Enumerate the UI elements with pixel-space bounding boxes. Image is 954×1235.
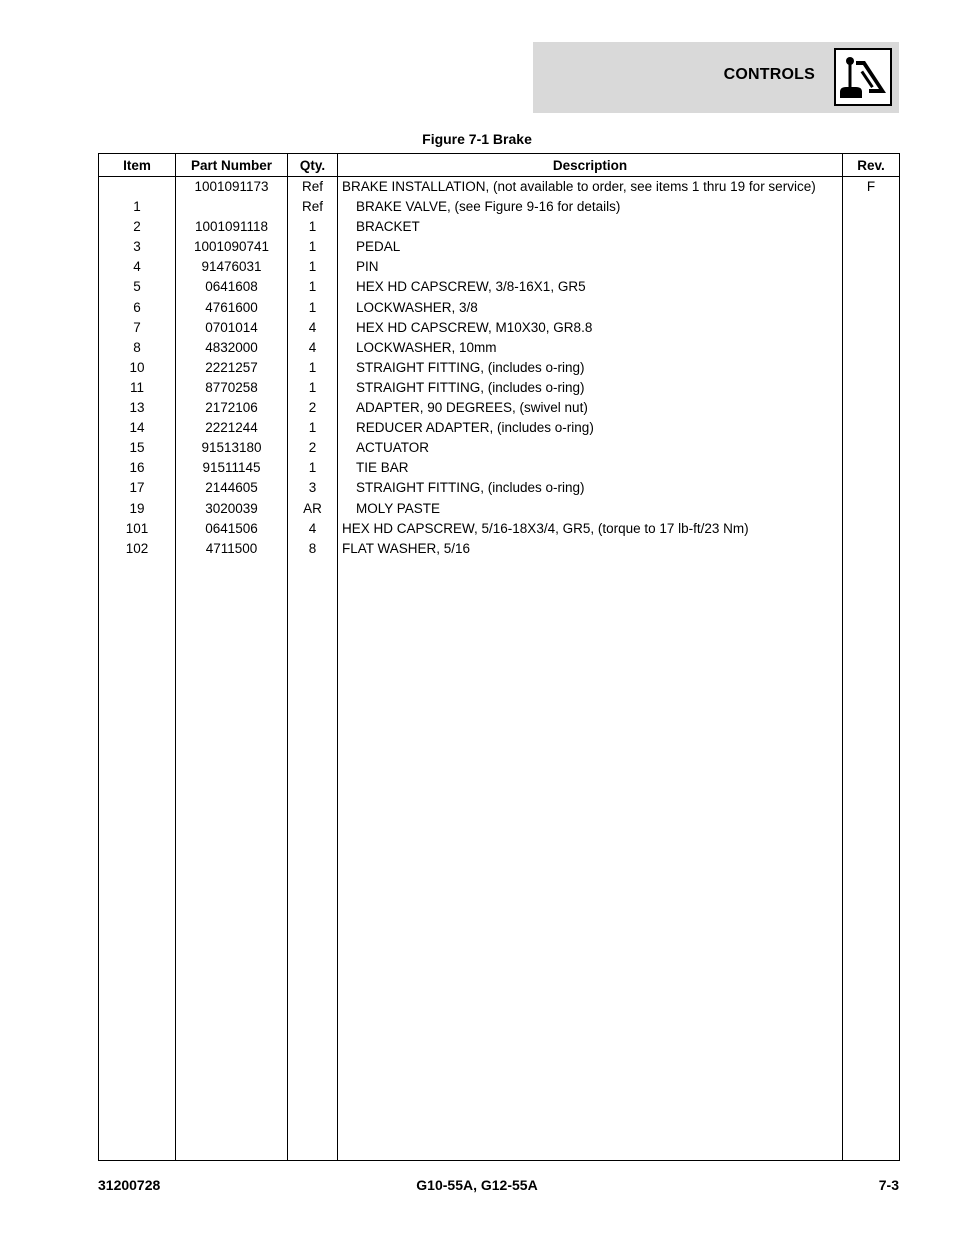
- cell-part-number-text: 91513180: [201, 440, 262, 456]
- table-row: [99, 277, 900, 297]
- cell-description-text: TIE BAR: [356, 460, 409, 476]
- cell-item: [99, 478, 176, 498]
- cell-qty: [288, 338, 338, 358]
- table-row: [99, 519, 900, 539]
- cell-part-number: [176, 458, 288, 478]
- cell-part-number: [176, 438, 288, 458]
- cell-rev: [843, 478, 900, 498]
- cell-item: [99, 298, 176, 318]
- cell-part-number-text: 1001090741: [193, 239, 270, 255]
- cell-description: [338, 298, 843, 318]
- cell-rev: [843, 177, 900, 198]
- cell-description-text: BRACKET: [356, 219, 420, 235]
- cell-qty-text: Ref: [301, 179, 323, 194]
- cell-item: [99, 458, 176, 478]
- cell-description-text: LOCKWASHER, 10mm: [356, 339, 497, 355]
- cell-qty: [288, 177, 338, 198]
- table-row: [99, 378, 900, 398]
- cell-part-number-text: 3020039: [205, 500, 258, 516]
- cell-part-number-text: 0641506: [205, 520, 258, 536]
- table-row: [99, 418, 900, 438]
- cell-item-text: 13: [129, 400, 145, 416]
- cell-part-number: [176, 237, 288, 257]
- cell-item: [99, 378, 176, 398]
- joystick-lever-icon: [834, 48, 892, 106]
- cell-part-number-text: 2221244: [205, 420, 258, 436]
- cell-qty-text: 2: [308, 440, 317, 456]
- filler-cell: [338, 559, 843, 1161]
- parts-list-body: [99, 177, 900, 1161]
- cell-qty: [288, 298, 338, 318]
- cell-qty-text: 1: [308, 460, 317, 476]
- cell-qty-text: 1: [308, 420, 317, 436]
- cell-part-number: [176, 499, 288, 519]
- cell-item: [99, 257, 176, 277]
- cell-qty: [288, 539, 338, 559]
- cell-item-text: 4: [133, 259, 141, 275]
- table-row: [99, 478, 900, 498]
- cell-description-text: HEX HD CAPSCREW, 3/8-16X1, GR5: [356, 279, 586, 295]
- cell-item: [99, 177, 176, 198]
- filler-cell: [176, 559, 288, 1161]
- cell-rev: [843, 519, 900, 539]
- section-header: [533, 42, 899, 113]
- table-row: [99, 298, 900, 318]
- cell-description: [338, 197, 843, 217]
- cell-description-text: MOLY PASTE: [356, 500, 441, 516]
- cell-description: [338, 499, 843, 519]
- table-row: [99, 237, 900, 257]
- cell-part-number-text: 0641608: [205, 279, 258, 295]
- cell-qty: [288, 398, 338, 418]
- cell-part-number: [176, 197, 288, 217]
- cell-qty-text: 1: [308, 239, 317, 255]
- cell-qty: [288, 197, 338, 217]
- cell-rev-text: F: [866, 179, 876, 194]
- cell-qty: [288, 358, 338, 378]
- table-row: [99, 438, 900, 458]
- cell-qty-text: 1: [308, 379, 317, 395]
- column-header-item: Item: [99, 154, 176, 177]
- cell-description: [338, 217, 843, 237]
- cell-qty: [288, 277, 338, 297]
- cell-rev: [843, 318, 900, 338]
- cell-qty: [288, 318, 338, 338]
- cell-item-text: 101: [125, 520, 149, 536]
- cell-item-text: 11: [129, 379, 144, 395]
- cell-item: [99, 418, 176, 438]
- cell-part-number: [176, 519, 288, 539]
- cell-description-text: ACTUATOR: [356, 440, 430, 456]
- cell-part-number-text: 91476031: [201, 259, 262, 275]
- cell-item: [99, 237, 176, 257]
- table-row: [99, 458, 900, 478]
- cell-part-number-text: 4832000: [205, 339, 258, 355]
- cell-item-text: 1: [133, 199, 141, 215]
- cell-part-number-text: 2172106: [205, 400, 258, 416]
- filler-cell: [288, 559, 338, 1161]
- cell-rev: [843, 257, 900, 277]
- cell-item-text: 17: [129, 480, 145, 496]
- table-row: [99, 338, 900, 358]
- cell-description: [338, 257, 843, 277]
- column-header-qty: Qty.: [288, 154, 338, 177]
- cell-rev: [843, 358, 900, 378]
- table-filler-row: [99, 559, 900, 1161]
- cell-item-text: 7: [133, 319, 141, 335]
- table-row: [99, 177, 900, 198]
- cell-qty-text: 3: [308, 480, 317, 496]
- cell-item: [99, 358, 176, 378]
- cell-item-text: 8: [133, 339, 141, 355]
- cell-part-number-text: 91511145: [202, 460, 261, 476]
- cell-qty-text: 1: [308, 359, 317, 375]
- cell-description-text: PIN: [356, 259, 379, 275]
- cell-qty-text: 4: [308, 520, 317, 536]
- cell-description: [338, 418, 843, 438]
- cell-rev: [843, 539, 900, 559]
- cell-part-number-text: 0701014: [205, 319, 258, 335]
- cell-qty-text: 1: [308, 299, 317, 315]
- cell-qty: [288, 257, 338, 277]
- cell-rev: [843, 338, 900, 358]
- filler-cell: [99, 559, 176, 1161]
- cell-description-text: STRAIGHT FITTING, (includes o-ring): [356, 379, 585, 395]
- figure-title: Figure 7-1 Brake: [422, 131, 532, 147]
- table-row: [99, 318, 900, 338]
- cell-qty: [288, 438, 338, 458]
- table-row: [99, 539, 900, 559]
- cell-qty-text: 4: [308, 319, 317, 335]
- cell-qty: [288, 478, 338, 498]
- cell-description: [338, 539, 843, 559]
- cell-description: [338, 458, 843, 478]
- cell-item: [99, 338, 176, 358]
- cell-qty-text: 1: [308, 279, 317, 295]
- section-title: CONTROLS: [723, 66, 815, 83]
- cell-item-text: 6: [133, 299, 141, 315]
- cell-qty-text: 1: [308, 259, 317, 275]
- cell-qty: [288, 217, 338, 237]
- cell-description: [338, 237, 843, 257]
- cell-part-number-text: 2144605: [205, 480, 258, 496]
- cell-item-text: 19: [129, 500, 145, 516]
- table-header-row: [99, 154, 900, 177]
- cell-item: [99, 499, 176, 519]
- cell-part-number: [176, 539, 288, 559]
- cell-rev: [843, 499, 900, 519]
- cell-rev: [843, 277, 900, 297]
- cell-description-text: LOCKWASHER, 3/8: [356, 299, 478, 315]
- cell-part-number-text: 8770258: [205, 379, 258, 395]
- cell-part-number-text: 1001091118: [194, 219, 269, 235]
- cell-part-number: [176, 338, 288, 358]
- cell-part-number: [176, 358, 288, 378]
- cell-description-text: HEX HD CAPSCREW, 5/16-18X3/4, GR5, (torque to 17 lb-ft/23 Nm): [342, 520, 749, 536]
- cell-description: [338, 358, 843, 378]
- cell-description-text: HEX HD CAPSCREW, M10X30, GR8.8: [356, 319, 593, 335]
- cell-qty-text: AR: [303, 500, 322, 516]
- cell-rev: [843, 197, 900, 217]
- cell-item: [99, 539, 176, 559]
- cell-item: [99, 438, 176, 458]
- cell-item-text: 3: [133, 239, 141, 255]
- cell-part-number: [176, 378, 288, 398]
- cell-description-text: BRAKE VALVE, (see Figure 9-16 for details): [356, 199, 621, 215]
- cell-rev: [843, 237, 900, 257]
- cell-part-number-text: 2221257: [205, 359, 258, 375]
- cell-qty-text: Ref: [301, 199, 323, 215]
- cell-qty: [288, 378, 338, 398]
- cell-part-number-text: 4711500: [205, 540, 258, 556]
- cell-item-text: 14: [129, 420, 145, 436]
- cell-item: [99, 197, 176, 217]
- footer-page-number: 7-3: [878, 1177, 899, 1193]
- cell-part-number: [176, 418, 288, 438]
- cell-item: [99, 398, 176, 418]
- cell-item-text: 102: [125, 540, 149, 556]
- cell-rev: [843, 217, 900, 237]
- cell-description: [338, 378, 843, 398]
- table-row: [99, 499, 900, 519]
- cell-item-text: 15: [129, 440, 145, 456]
- cell-item-text: 10: [129, 359, 145, 375]
- cell-description: [338, 438, 843, 458]
- cell-description-text: FLAT WASHER, 5/16: [342, 540, 471, 556]
- cell-description: [338, 398, 843, 418]
- cell-part-number: [176, 398, 288, 418]
- cell-part-number-text: 1001091173: [194, 179, 269, 194]
- cell-item-text: 5: [133, 279, 141, 295]
- table-row: [99, 217, 900, 237]
- cell-item-text: 2: [133, 219, 141, 235]
- cell-qty-text: 4: [308, 339, 317, 355]
- table-row: [99, 358, 900, 378]
- cell-qty: [288, 458, 338, 478]
- cell-item: [99, 519, 176, 539]
- cell-qty: [288, 519, 338, 539]
- cell-qty-text: 1: [308, 219, 317, 235]
- cell-item: [99, 277, 176, 297]
- cell-rev: [843, 458, 900, 478]
- cell-qty-text: 2: [308, 400, 317, 416]
- cell-description-text: STRAIGHT FITTING, (includes o-ring): [356, 359, 585, 375]
- cell-description: [338, 277, 843, 297]
- cell-qty: [288, 237, 338, 257]
- filler-cell: [843, 559, 900, 1161]
- cell-part-number: [176, 318, 288, 338]
- footer-model-names: G10-55A, G12-55A: [416, 1177, 538, 1193]
- column-header-part-number: Part Number: [176, 154, 288, 177]
- cell-qty: [288, 418, 338, 438]
- cell-item: [99, 318, 176, 338]
- cell-part-number: [176, 298, 288, 318]
- cell-description-text: STRAIGHT FITTING, (includes o-ring): [356, 480, 585, 496]
- cell-rev: [843, 398, 900, 418]
- cell-description: [338, 177, 843, 198]
- cell-rev: [843, 438, 900, 458]
- cell-part-number: [176, 257, 288, 277]
- column-header-description: Description: [338, 154, 843, 177]
- cell-rev: [843, 418, 900, 438]
- column-header-rev: Rev.: [843, 154, 900, 177]
- cell-description: [338, 318, 843, 338]
- cell-description-text: PEDAL: [356, 239, 401, 255]
- cell-description-text: ADAPTER, 90 DEGREES, (swivel nut): [356, 400, 588, 416]
- cell-qty-text: 8: [308, 540, 317, 556]
- cell-description-text: BRAKE INSTALLATION, (not available to order, see items 1 thru 19 for service): [342, 179, 816, 194]
- cell-item-text: 16: [129, 460, 145, 476]
- cell-qty: [288, 499, 338, 519]
- table-row: [99, 257, 900, 277]
- parts-list-table: [98, 153, 900, 1161]
- table-row: [99, 398, 900, 418]
- table-row: [99, 197, 900, 217]
- cell-item: [99, 217, 176, 237]
- cell-description: [338, 519, 843, 539]
- cell-part-number: [176, 478, 288, 498]
- cell-rev: [843, 378, 900, 398]
- cell-description: [338, 478, 843, 498]
- cell-part-number: [176, 177, 288, 198]
- cell-description-text: REDUCER ADAPTER, (includes o-ring): [356, 420, 594, 436]
- footer-document-number: 31200728: [98, 1177, 161, 1193]
- cell-part-number: [176, 277, 288, 297]
- cell-description: [338, 338, 843, 358]
- cell-rev: [843, 298, 900, 318]
- cell-part-number-text: 4761600: [205, 299, 258, 315]
- cell-part-number: [176, 217, 288, 237]
